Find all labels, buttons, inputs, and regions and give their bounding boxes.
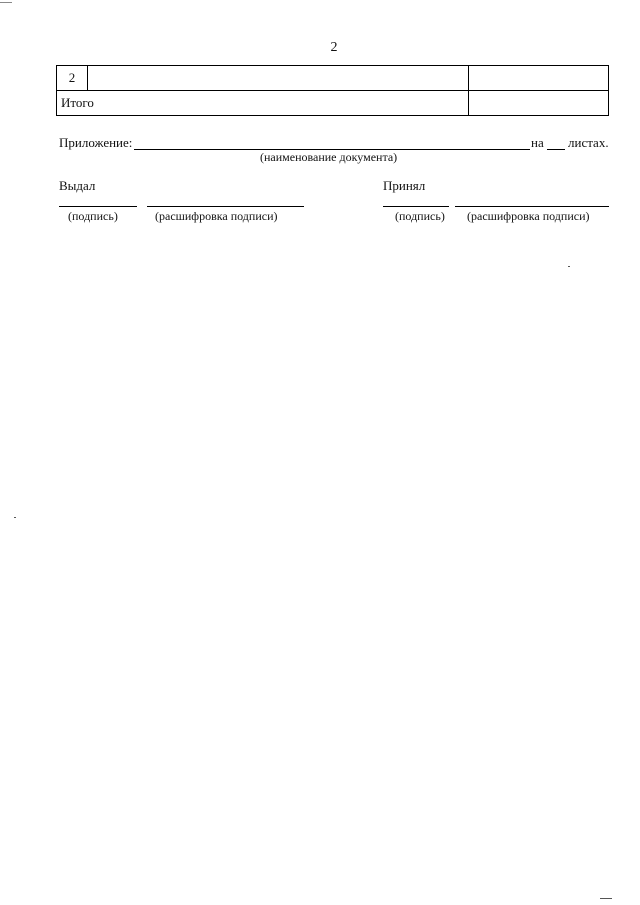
appendix-label: Приложение: [59,135,133,150]
issued-decode-caption: (расшифровка подписи) [155,209,278,223]
issued-decode-line [147,206,304,207]
sheets-count-line [547,149,565,150]
page-number: 2 [330,40,338,55]
table-row [57,66,609,91]
scan-speck [600,898,612,899]
total-label-cell: Итого [57,91,469,116]
scan-edge-mark [0,2,12,3]
appendix-sheets: листах. [568,135,609,150]
issued-title: Выдал [59,178,96,193]
received-decode-line [455,206,609,207]
appendix-caption: (наименование документа) [260,150,398,164]
items-table [56,65,609,116]
received-sign-line [383,206,449,207]
issued-sign-caption: (подпись) [68,209,118,223]
scan-speck [14,517,16,518]
table-row-total [57,91,609,116]
received-decode-caption: (расшифровка подписи) [467,209,590,223]
issued-sign-line [59,206,137,207]
item-name-cell [88,66,469,91]
received-title: Принял [383,178,426,193]
row-number-cell: 2 [57,66,88,91]
scan-speck [568,266,570,267]
total-value-cell [469,91,609,116]
appendix-na: на [531,135,544,150]
received-sign-caption: (подпись) [395,209,445,223]
item-value-cell [469,66,609,91]
